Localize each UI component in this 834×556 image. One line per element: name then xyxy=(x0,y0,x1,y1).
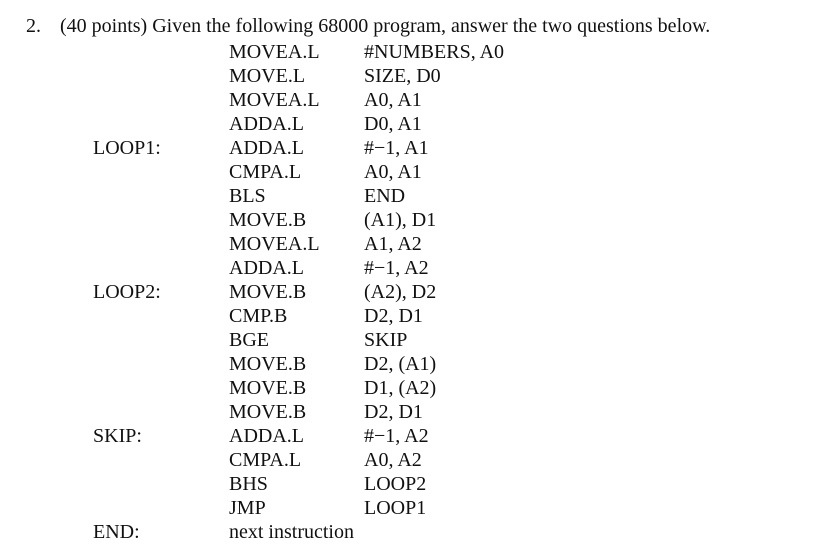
code-mnemonic: MOVE.L xyxy=(229,65,306,87)
code-operand: #−1, A2 xyxy=(364,257,429,279)
code-mnemonic: ADDA.L xyxy=(229,257,304,279)
code-label: END: xyxy=(93,521,140,543)
code-operand: (A2), D2 xyxy=(364,281,437,303)
code-mnemonic: BLS xyxy=(229,185,266,207)
code-line xyxy=(0,304,834,328)
code-mnemonic: next instruction xyxy=(229,521,354,543)
code-operand: END xyxy=(364,185,406,207)
code-line xyxy=(0,112,834,136)
question-heading xyxy=(26,14,710,38)
code-mnemonic: BGE xyxy=(229,329,269,351)
code-label: LOOP1: xyxy=(93,137,161,159)
code-line xyxy=(0,520,834,544)
code-line xyxy=(0,280,834,304)
code-line xyxy=(0,496,834,520)
code-operand: #−1, A2 xyxy=(364,425,429,447)
code-line xyxy=(0,376,834,400)
code-line xyxy=(0,400,834,424)
code-operand: D1, (A2) xyxy=(364,377,437,399)
code-mnemonic: MOVE.B xyxy=(229,377,307,399)
code-operand: SKIP xyxy=(364,329,408,351)
code-operand: SIZE, D0 xyxy=(364,65,441,87)
code-line xyxy=(0,40,834,64)
code-mnemonic: MOVE.B xyxy=(229,281,307,303)
code-operand: A1, A2 xyxy=(364,233,422,255)
question-number: 2. xyxy=(26,15,41,37)
code-line xyxy=(0,424,834,448)
code-operand: A0, A1 xyxy=(364,89,422,111)
code-mnemonic: MOVEA.L xyxy=(229,89,320,111)
code-line xyxy=(0,352,834,376)
code-operand: LOOP1 xyxy=(364,497,427,519)
code-mnemonic: JMP xyxy=(229,497,266,519)
code-mnemonic: BHS xyxy=(229,473,268,495)
question-text: (40 points) Given the following 68000 program, answer the two questions below. xyxy=(60,15,711,37)
code-line xyxy=(0,256,834,280)
code-operand: A0, A2 xyxy=(364,449,422,471)
code-label: SKIP: xyxy=(93,425,142,447)
code-operand: (A1), D1 xyxy=(364,209,437,231)
code-operand: A0, A1 xyxy=(364,161,422,183)
code-line xyxy=(0,160,834,184)
code-mnemonic: CMPA.L xyxy=(229,161,302,183)
code-mnemonic: CMPA.L xyxy=(229,449,302,471)
code-operand: D2, (A1) xyxy=(364,353,437,375)
code-line xyxy=(0,472,834,496)
code-mnemonic: MOVE.B xyxy=(229,353,307,375)
code-line xyxy=(0,232,834,256)
code-line xyxy=(0,64,834,88)
code-mnemonic: MOVE.B xyxy=(229,401,307,423)
code-operand: LOOP2 xyxy=(364,473,427,495)
code-line xyxy=(0,328,834,352)
code-line xyxy=(0,136,834,160)
code-line xyxy=(0,208,834,232)
code-line xyxy=(0,184,834,208)
code-label: LOOP2: xyxy=(93,281,161,303)
code-line xyxy=(0,88,834,112)
program-listing xyxy=(0,40,834,544)
code-operand: D2, D1 xyxy=(364,401,423,423)
code-operand: #−1, A1 xyxy=(364,137,429,159)
code-mnemonic: ADDA.L xyxy=(229,137,304,159)
code-mnemonic: MOVEA.L xyxy=(229,41,320,63)
code-mnemonic: MOVEA.L xyxy=(229,233,320,255)
code-operand: D2, D1 xyxy=(364,305,423,327)
code-operand: D0, A1 xyxy=(364,113,422,135)
code-line xyxy=(0,448,834,472)
code-mnemonic: ADDA.L xyxy=(229,425,304,447)
code-mnemonic: MOVE.B xyxy=(229,209,307,231)
code-mnemonic: ADDA.L xyxy=(229,113,304,135)
code-operand: #NUMBERS, A0 xyxy=(364,41,505,63)
code-mnemonic: CMP.B xyxy=(229,305,288,327)
